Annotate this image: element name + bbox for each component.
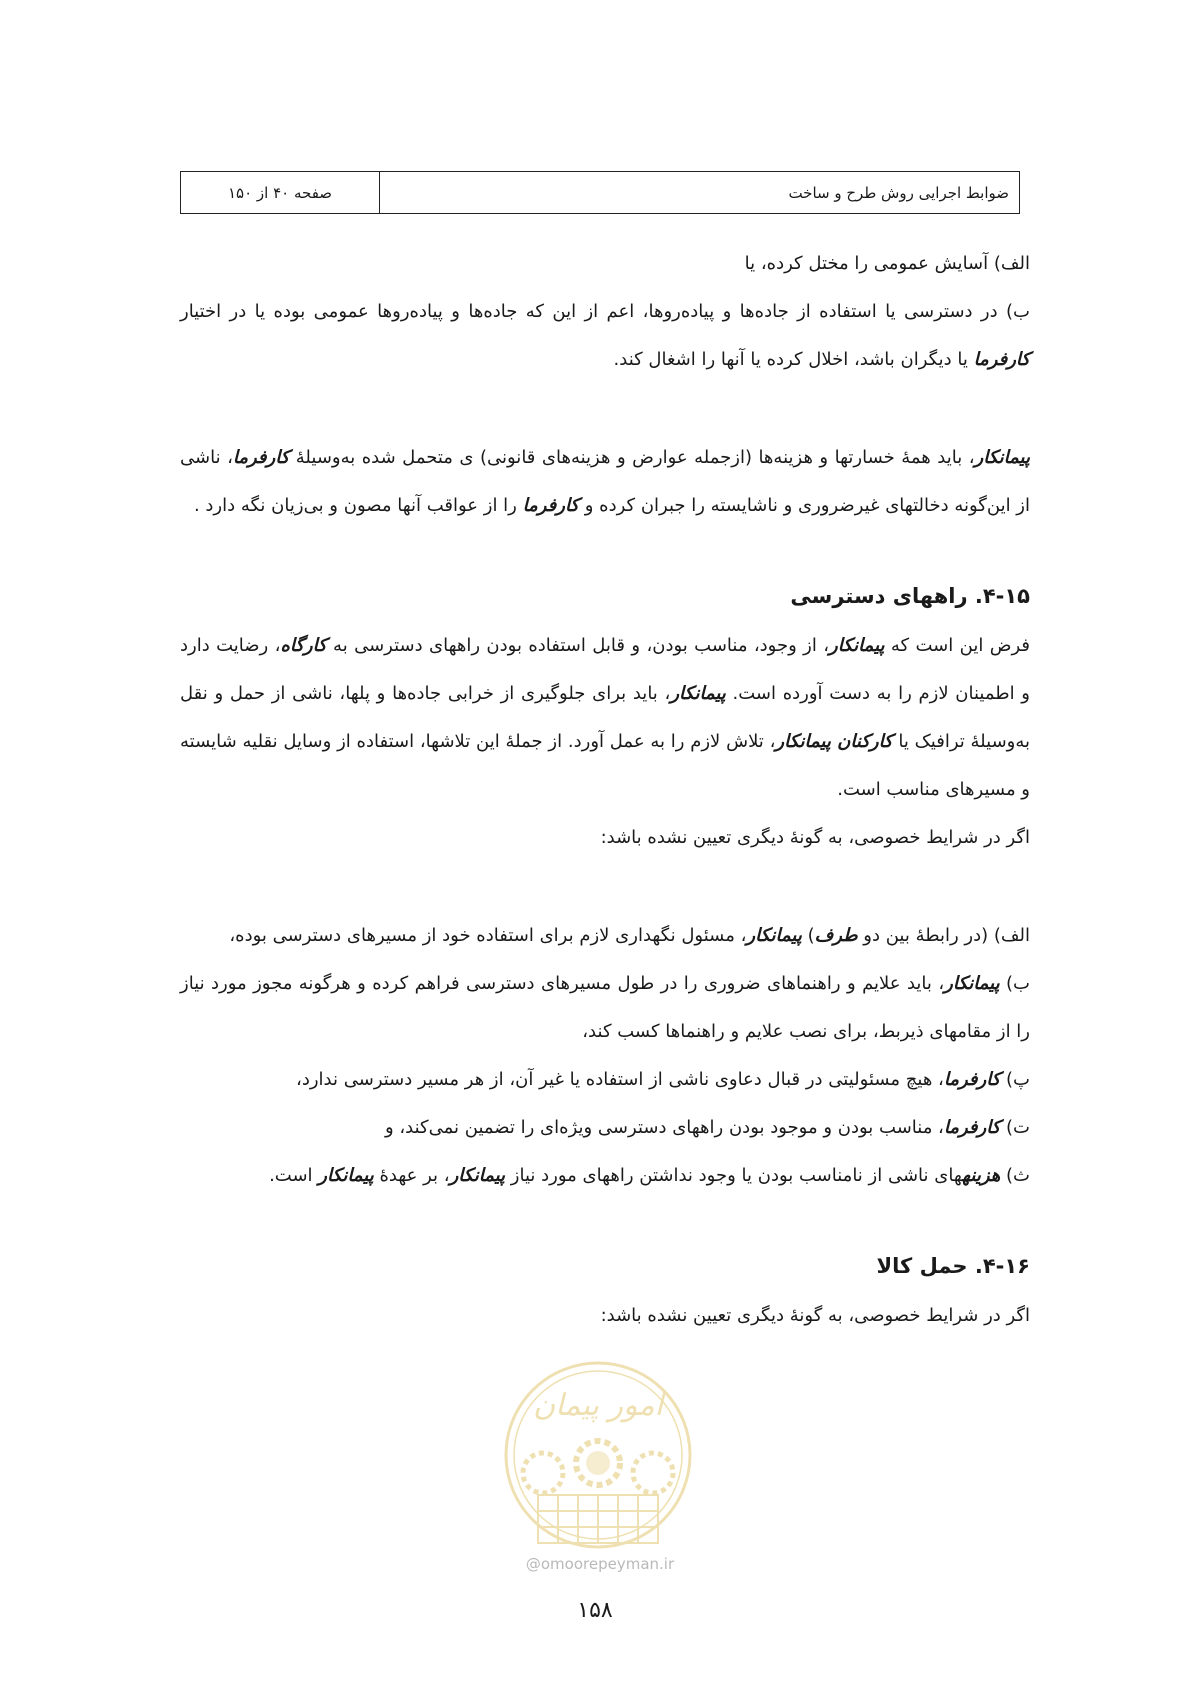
item-alef: الف) (در رابطهٔ بین دو طرف) پیمانکار، مسئول نگهداری لازم برای استفاده خود از مسیرهای دسترسی بوده، (229, 925, 1030, 946)
term-contractor: پیمانکار (944, 973, 1000, 994)
term-employer: کارفرما (232, 447, 290, 468)
term-contractor: پیمانکار (449, 1165, 506, 1186)
header-table (180, 171, 1020, 214)
term-employer: کارفرما (522, 495, 580, 516)
document-body (180, 240, 1030, 1340)
clause-alef: الف) آسایش عمومی را مختل کرده، یا (744, 253, 1030, 274)
term-contractor: پیمانکار (829, 635, 885, 656)
term-contractor: پیمانکار (670, 683, 726, 704)
item-pe: پ) کارفرما، هیچ مسئولیتی در قبال دعاوی ناشی از استفاده یا غیر آن، از هر مسیر دسترسی ندارد، (296, 1069, 1030, 1090)
spacer (180, 1200, 1030, 1240)
item-te: ت) کارفرما، مناسب بودن و موجود بودن راههای دسترسی ویژه‌ای را تضمین نمی‌کند، و (384, 1117, 1030, 1138)
term-employer: کارفرما (973, 349, 1030, 370)
watermark-logo (488, 1355, 708, 1555)
section-heading-4-15: ۴-۱۵. راههای دسترسی (790, 584, 1030, 608)
document-title: ضوابط اجرایی روش طرح و ساخت (379, 172, 1019, 213)
term-contractor: پیمانکار (746, 925, 802, 946)
section-heading-4-16: ۴-۱۶. حمل کالا (876, 1254, 1030, 1278)
watermark-emblem-icon (488, 1355, 708, 1555)
term-contractor: پیمانکار (318, 1165, 374, 1186)
page-number: ۱۵۸ (577, 1598, 613, 1623)
term-site: کارگاه (280, 635, 327, 656)
section-4-15-conditions: اگر در شرایط خصوصی، به گونهٔ دیگری تعیین نشده باشد: (600, 827, 1030, 848)
term-employer: کارفرما (943, 1117, 1001, 1138)
section-4-16-conditions: اگر در شرایط خصوصی، به گونهٔ دیگری تعیین نشده باشد: (600, 1305, 1030, 1326)
item-se: ث) هزینههای ناشی از نامناسب بودن یا وجود نداشتن راههای مورد نیاز پیمانکار، بر عهدهٔ پیمانکار است. (269, 1165, 1030, 1186)
page-counter: صفحه ۴۰ از ۱۵۰ (227, 183, 333, 202)
item-be: ب) پیمانکار، باید علایم و راهنماهای ضروری را در طول مسیرهای دسترسی فراهم کرده و هرگونه مجوز مورد نیاز را از مقامهای ذیربط، برای نصب علایم و راهنماها کسب کند، (180, 973, 1030, 1042)
watermark-url: @omoorepeyman.ir (525, 1555, 675, 1573)
clause-be: ب) در دسترسی یا استفاده از جاده‌ها و پیاده‌روها، اعم از این که جاده‌ها و پیاده‌روها عمومی بوده یا در اختیار کارفرما یا دیگران باشد، اخلال کرده یا آنها را اشغال کند. (180, 301, 1030, 370)
liability-paragraph: پیمانکار، باید همهٔ خسارتها و هزینه‌ها (ازجمله عوارض و هزینه‌های قانونی) ی متحمل شده به‌وسیلهٔ کارفرما، ناشی از این‌گونه دخالتهای غیرضروری و ناشایسته را جبران کرده و کارفرما را از عواقب آنها مصون و بی‌زیان نگه دارد . (180, 447, 1030, 516)
term-employer: کارفرما (943, 1069, 1001, 1090)
term-contractor: پیمانکار (974, 447, 1030, 468)
spacer (180, 530, 1030, 570)
term-party: طرف (814, 925, 858, 946)
term-cost: هزینه (962, 1165, 1001, 1186)
spacer (180, 384, 1030, 434)
watermark-logo-text: امور پیمان (533, 1388, 663, 1423)
term-contractor-personnel: کارکنان پیمانکار (775, 731, 893, 752)
section-4-15-intro: فرض این است که پیمانکار، از وجود، مناسب بودن، و قابل استفاده بودن راههای دسترسی به کارگاه، رضایت دارد و اطمینان لازم را به دست آورده است. پیمانکار، باید برای جلوگیری از خرابی جاده‌ها و پلها، ناشی از حمل و نقل به‌وسیلهٔ ترافیک یا کارکنان پیمانکار، تلاش لازم را به عمل آورد. از جملهٔ این تلاشها، استفاده از وسایل نقلیه شایسته و مسیرهای مناسب است. (180, 635, 1031, 800)
spacer (180, 862, 1030, 912)
